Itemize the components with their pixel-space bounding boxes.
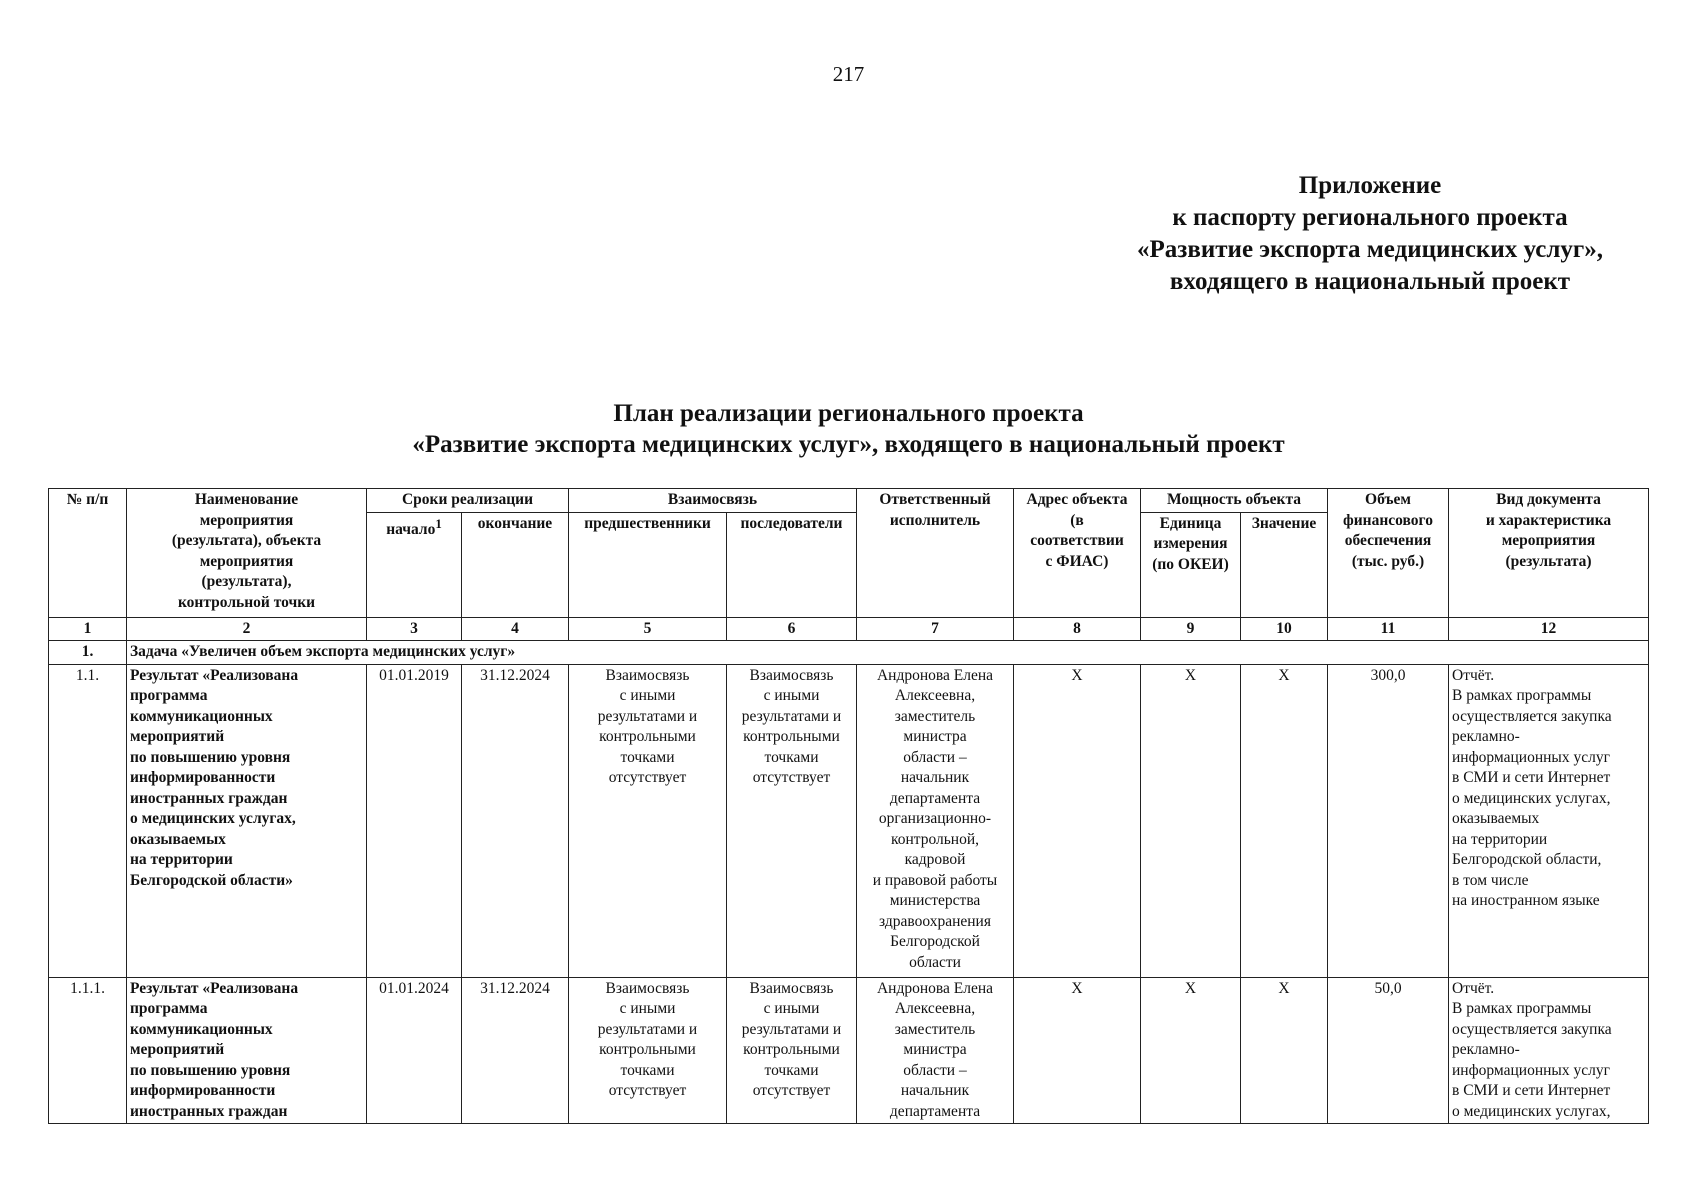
appendix-line-3: «Развитие экспорта медицинских услуг», <box>1137 236 1603 263</box>
column-number: 10 <box>1241 617 1328 641</box>
task-row <box>49 641 1649 665</box>
column-number: 2 <box>127 617 367 641</box>
row-address: Х <box>1014 664 1141 977</box>
task-num: 1. <box>49 641 127 665</box>
row-successors: Взаимосвязь с иными результатами и контрольными точками отсутствует <box>727 977 857 1124</box>
column-number: 6 <box>727 617 857 641</box>
appendix-line-4: входящего в национальный проект <box>1169 268 1571 295</box>
row-address: Х <box>1014 977 1141 1124</box>
row-value: Х <box>1241 977 1328 1124</box>
row-successors: Взаимосвязь с иными результатами и контрольными точками отсутствует <box>727 664 857 977</box>
row-num: 1.1. <box>49 664 127 977</box>
plan-title <box>0 398 1697 460</box>
plan-title-line-1: План реализации регионального проекта <box>613 400 1084 427</box>
header-successors: последователи <box>727 512 857 617</box>
appendix-heading <box>1050 170 1690 298</box>
column-number: 4 <box>462 617 569 641</box>
appendix-line-2: к паспорту регионального проекта <box>1172 204 1568 231</box>
plan-title-line-2: «Развитие экспорта медицинских услуг», входящего в национальный проект <box>412 431 1285 458</box>
header-relation: Взаимосвязь <box>569 489 857 513</box>
header-predecessors: предшественники <box>569 512 727 617</box>
row-doc: Отчёт. В рамках программы осуществляется закупка рекламно- информационных услуг в СМИ и сети Интернет о медицинских услугах, оказываемых на территории Белгородской области, в том числе на иностранном языке <box>1449 664 1649 977</box>
row-predecessors: Взаимосвязь с иными результатами и контрольными точками отсутствует <box>569 664 727 977</box>
header-start-footnote: 1 <box>435 515 442 531</box>
header-address: Адрес объекта (в соответствии с ФИАС) <box>1014 489 1141 618</box>
header-end: окончание <box>462 512 569 617</box>
page-number: 217 <box>832 62 865 86</box>
column-number: 1 <box>49 617 127 641</box>
row-unit: Х <box>1141 977 1241 1124</box>
column-number: 7 <box>857 617 1014 641</box>
column-number: 8 <box>1014 617 1141 641</box>
appendix-line-1: Приложение <box>1298 172 1442 199</box>
column-number: 5 <box>569 617 727 641</box>
header-value: Значение <box>1241 512 1328 617</box>
header-funding: Объем финансового обеспечения (тыс. руб.) <box>1328 489 1449 618</box>
table-row <box>49 664 1649 977</box>
column-number: 12 <box>1449 617 1649 641</box>
row-responsible: Андронова Елена Алексеевна, заместитель министра области – начальник департамента организационно- контрольной, кадровой и правовой работы министерства здравоохранения Белгородской области <box>857 664 1014 977</box>
task-text: Задача «Увеличен объем экспорта медицинских услуг» <box>127 641 1649 665</box>
row-start-date: 01.01.2024 <box>367 977 462 1124</box>
row-funding: 300,0 <box>1328 664 1449 977</box>
row-responsible: Андронова Елена Алексеевна, заместитель министра области – начальник департамента <box>857 977 1014 1124</box>
header-num: № п/п <box>49 489 127 618</box>
row-value: Х <box>1241 664 1328 977</box>
row-doc: Отчёт. В рамках программы осуществляется закупка рекламно- информационных услуг в СМИ и сети Интернет о медицинских услугах, <box>1449 977 1649 1124</box>
header-doc-type: Вид документа и характеристика мероприятия (результата) <box>1449 489 1649 618</box>
header-unit: Единица измерения (по ОКЕИ) <box>1141 512 1241 617</box>
row-funding: 50,0 <box>1328 977 1449 1124</box>
header-row-1 <box>49 489 1649 513</box>
row-predecessors: Взаимосвязь с иными результатами и контрольными точками отсутствует <box>569 977 727 1124</box>
row-name: Результат «Реализована программа коммуникационных мероприятий по повышению уровня информированности иностранных граждан о медицинских услугах, оказываемых на территории Белгородской области» <box>127 664 367 977</box>
column-numbers-row <box>49 617 1649 641</box>
column-number: 11 <box>1328 617 1449 641</box>
header-name: Наименование мероприятия (результата), объекта мероприятия (результата), контрольной точки <box>127 489 367 618</box>
column-number: 9 <box>1141 617 1241 641</box>
header-start-label: начало <box>386 520 436 538</box>
table-row <box>49 977 1649 1124</box>
header-responsible: Ответственный исполнитель <box>857 489 1014 618</box>
row-name: Результат «Реализована программа коммуникационных мероприятий по повышению уровня информированности иностранных граждан <box>127 977 367 1124</box>
column-number: 3 <box>367 617 462 641</box>
plan-table <box>48 488 1649 1124</box>
row-start-date: 01.01.2019 <box>367 664 462 977</box>
row-unit: Х <box>1141 664 1241 977</box>
header-capacity: Мощность объекта <box>1141 489 1328 513</box>
header-terms: Сроки реализации <box>367 489 569 513</box>
row-num: 1.1.1. <box>49 977 127 1124</box>
header-start <box>367 512 462 617</box>
row-end-date: 31.12.2024 <box>462 664 569 977</box>
row-end-date: 31.12.2024 <box>462 977 569 1124</box>
